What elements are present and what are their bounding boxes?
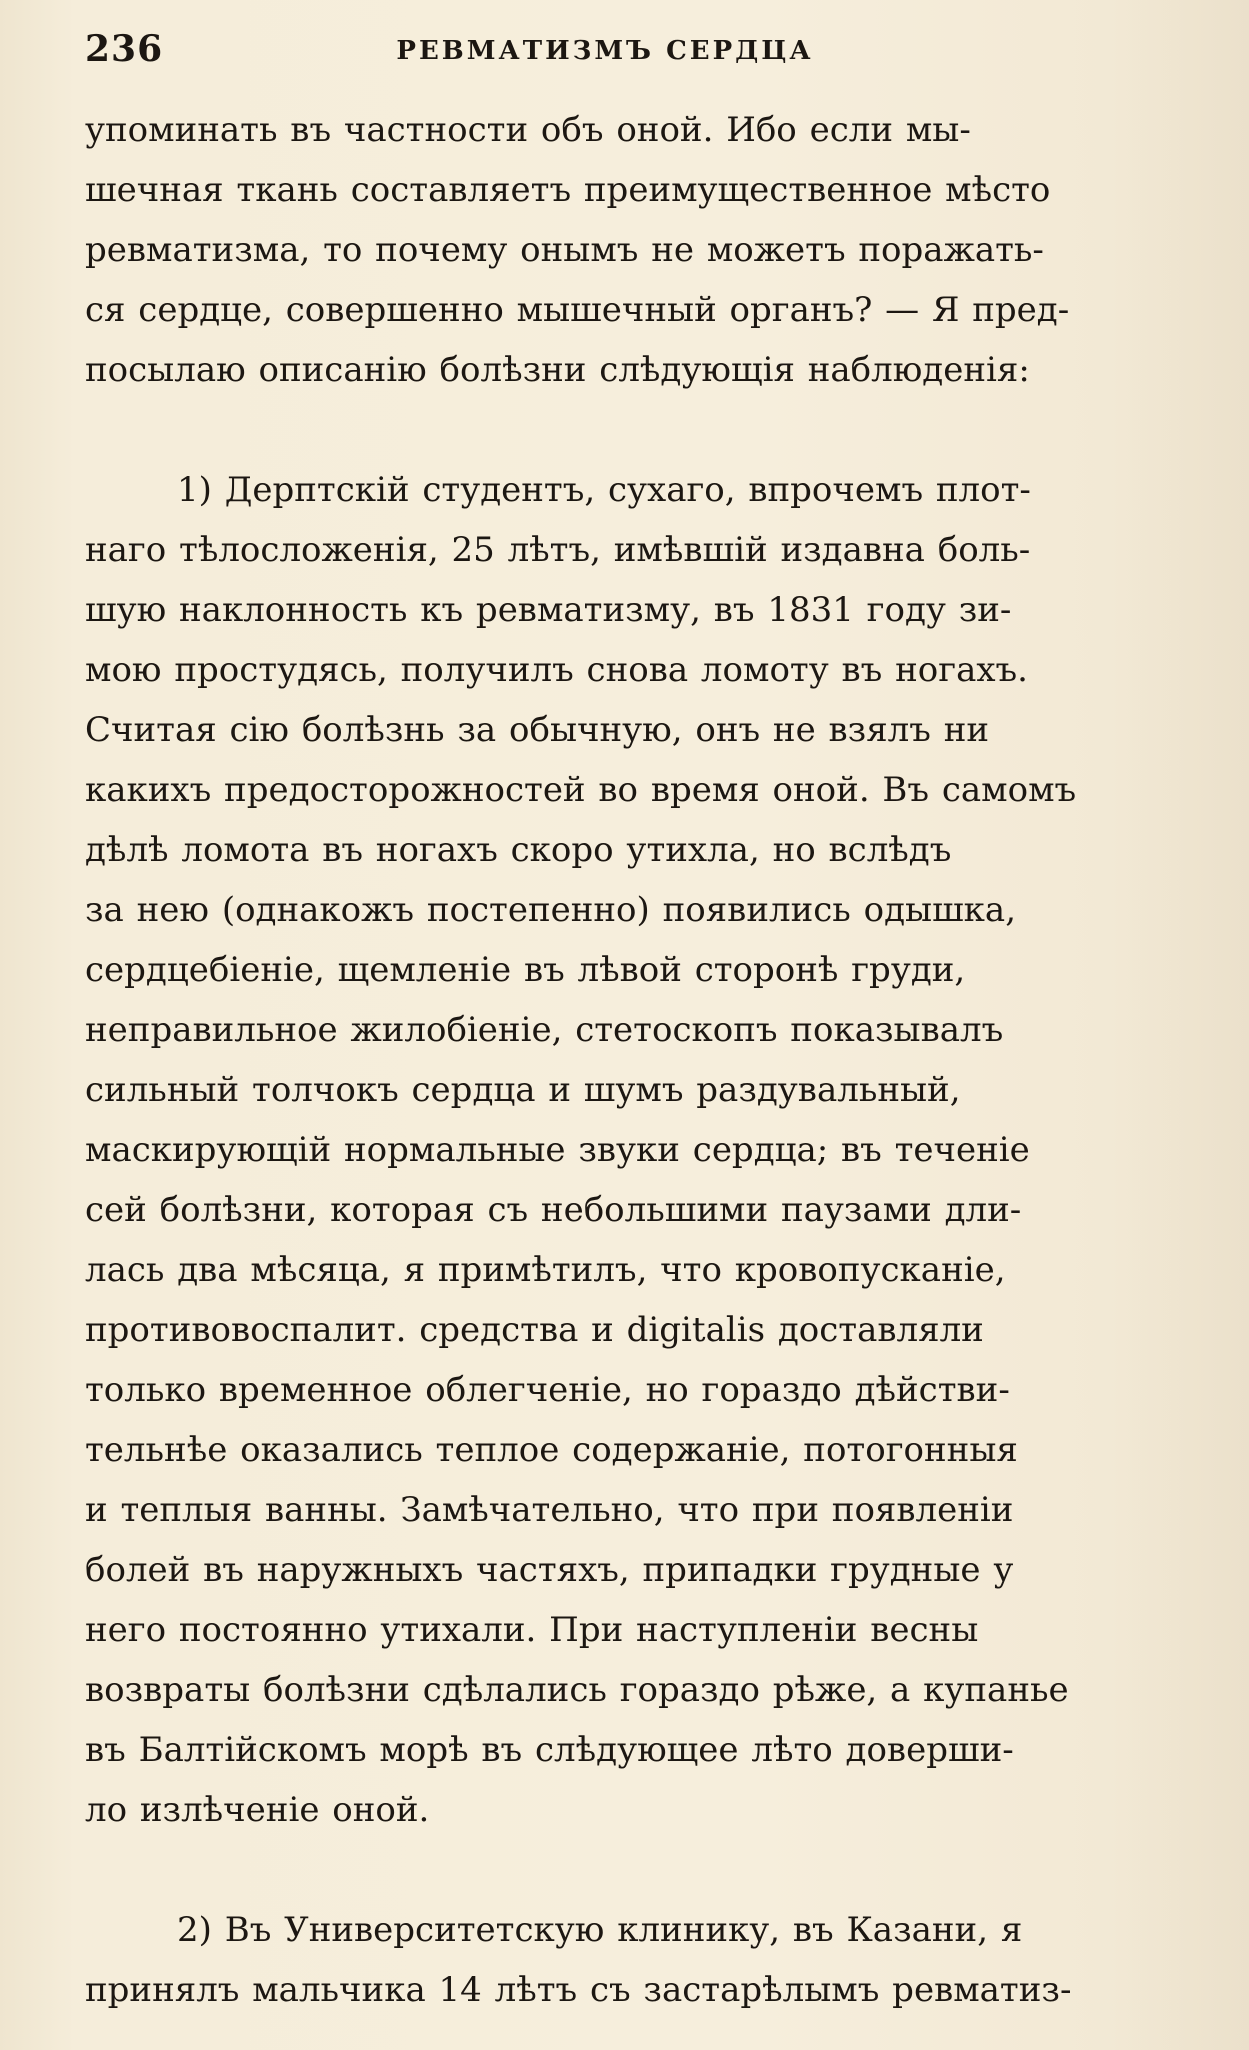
- text-line: 1) Дерптскій студентъ, сухаго, впрочемъ плот-: [177, 470, 1031, 510]
- text-line: посылаю описанію болѣзни слѣдующія наблюденія:: [85, 350, 1030, 390]
- text-line: сильный толчокъ сердца и шумъ раздувальный,: [85, 1070, 961, 1110]
- text-line: и теплыя ванны. Замѣчательно, что при появленіи: [85, 1490, 1014, 1530]
- text-line: только временное облегченіе, но гораздо дѣйстви-: [85, 1370, 1010, 1410]
- text-line: какихъ предосторожностей во время оной. Въ самомъ: [85, 770, 1077, 810]
- text-line: лась два мѣсяца, я примѣтилъ, что кровопусканіе,: [85, 1250, 1006, 1290]
- text-line: неправильное жилобіеніе, стетоскопъ показывалъ: [85, 1010, 1004, 1050]
- text-line: сей болѣзни, которая съ небольшими паузами дли-: [85, 1190, 1022, 1230]
- text-line: принялъ мальчика 14 лѣтъ съ застарѣлымъ ревматиз-: [85, 1970, 1072, 2010]
- text-line: маскирующій нормальные звуки сердца; въ теченіе: [85, 1130, 1030, 1170]
- text-line: ло излѣченіе оной.: [85, 1790, 430, 1830]
- running-head: [85, 28, 1085, 78]
- text-line: тельнѣе оказались теплое содержаніе, потогонныя: [85, 1430, 1018, 1470]
- text-line: наго тѣлосложенія, 25 лѣтъ, имѣвшій издавна боль-: [85, 530, 1031, 570]
- text-line: ся сердце, совершенно мышечный органъ? — Я пред-: [85, 290, 1070, 330]
- text-line: ревматизма, то почему онымъ не можетъ поражать-: [85, 230, 1044, 270]
- text-line: противовоспалит. средства и digitalis доставляли: [85, 1310, 984, 1350]
- page-number: 236: [85, 28, 164, 70]
- text-line: него постоянно утихали. При наступленіи весны: [85, 1610, 979, 1650]
- text-line: болей въ наружныхъ частяхъ, припадки грудные у: [85, 1550, 1014, 1590]
- text-line: 2) Въ Университетскую клинику, въ Казани, я: [177, 1910, 1023, 1950]
- text-line: за нею (однакожъ постепенно) появились одышка,: [85, 890, 1017, 930]
- text-line: дѣлѣ ломота въ ногахъ скоро утихла, но вслѣдъ: [85, 830, 952, 870]
- text-line: Считая сію болѣзнь за обычную, онъ не взялъ ни: [85, 710, 990, 750]
- running-head-title: РЕВМАТИЗМЪ СЕРДЦА: [396, 36, 814, 66]
- paragraph-gap: [85, 400, 1185, 460]
- body-text: [85, 100, 1185, 2020]
- text-line: мою простудясь, получилъ снова ломоту въ ногахъ.: [85, 650, 1028, 690]
- text-line: шую наклонность къ ревматизму, въ 1831 году зи-: [85, 590, 1012, 630]
- text-line: возвраты болѣзни сдѣлались гораздо рѣже, а купанье: [85, 1670, 1069, 1710]
- text-line: въ Балтійскомъ морѣ въ слѣдующее лѣто доверши-: [85, 1730, 1014, 1770]
- bleed-through-shade: [1109, 0, 1249, 2050]
- text-line: упоминать въ частности объ оной. Ибо если мы-: [85, 110, 971, 150]
- text-line: сердцебіеніе, щемленіе въ лѣвой сторонѣ груди,: [85, 950, 966, 990]
- text-line: шечная ткань составляетъ преимущественное мѣсто: [85, 170, 1051, 210]
- paragraph-gap: [85, 1840, 1185, 1900]
